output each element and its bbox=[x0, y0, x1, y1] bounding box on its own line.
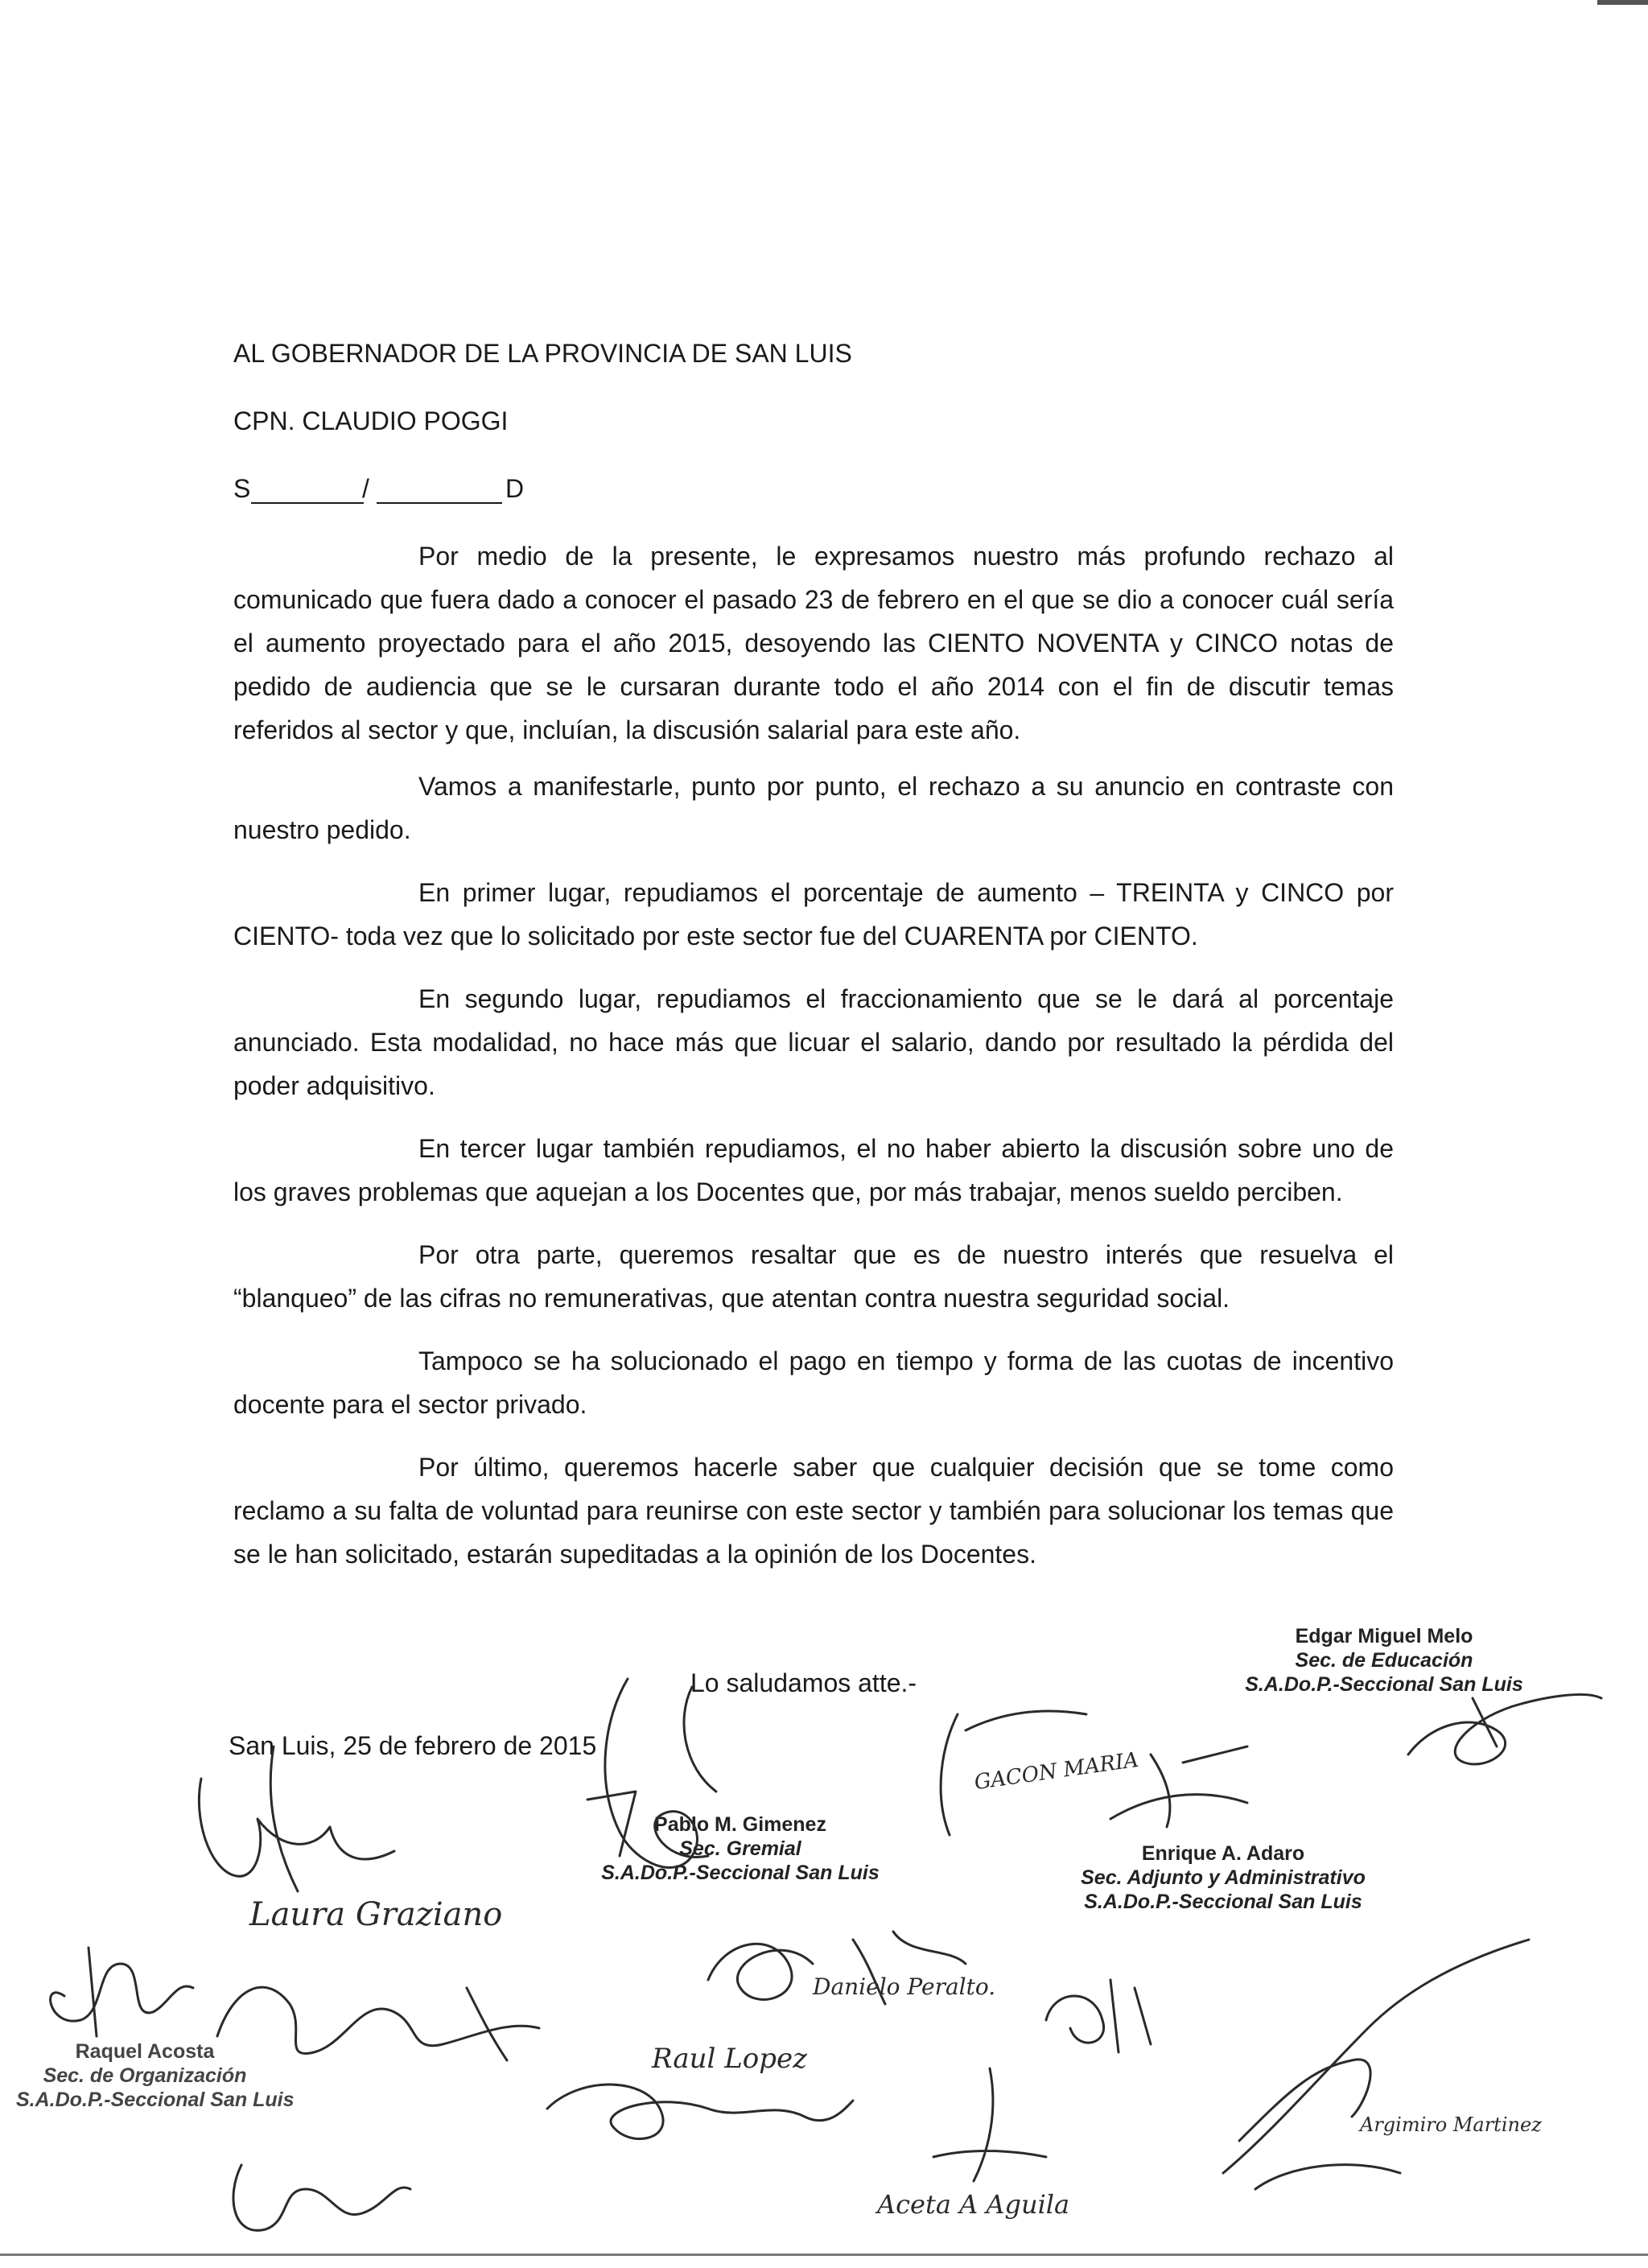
stamp-melo-role: Sec. de Educación bbox=[1295, 1649, 1473, 1672]
stamp-melo-org: S.A.Do.P.-Seccional San Luis bbox=[1245, 1673, 1523, 1696]
sd-underline-2 bbox=[377, 502, 502, 504]
handwritten-graziano: Laura Graziano bbox=[249, 1896, 503, 1933]
paragraph-2: Vamos a manifestarle, punto por punto, el rechazo a su anuncio en contraste con nuestro pedido. bbox=[233, 772, 1394, 844]
sd-line bbox=[233, 467, 539, 510]
signature-gimenez bbox=[563, 1671, 772, 1912]
sd-s: S bbox=[233, 474, 251, 503]
scan-bottom-edge bbox=[0, 2254, 1648, 2256]
stamp-gimenez-org: S.A.Do.P.-Seccional San Luis bbox=[601, 1862, 880, 1884]
signature-graziano bbox=[185, 1730, 443, 1915]
stamp-gimenez-name: Pablo M. Gimenez bbox=[654, 1813, 826, 1836]
paragraph-6: Por otra parte, queremos resaltar que es de nuestro interés que resuelva el “blanqueo” de las cifras no remunerativas, que atentan contra nuestra seguridad social. bbox=[233, 1240, 1394, 1313]
signature-bottom-left bbox=[217, 2141, 426, 2245]
signature-peralto bbox=[692, 1915, 998, 2020]
stamp-adaro-name: Enrique A. Adaro bbox=[1141, 1842, 1305, 1865]
stamp-acosta-role: Sec. de Organización bbox=[43, 2064, 247, 2087]
signature-right-large bbox=[1191, 1932, 1545, 2197]
paragraph-4: En segundo lugar, repudiamos el fraccionamiento que se le dará al porcentaje anunciado. Esta modalidad, no hace más que licuar el salario, dando por resultado la pérdida del poder adquisitivo. bbox=[233, 984, 1394, 1100]
recipient-line-2: CPN. CLAUDIO POGGI bbox=[233, 406, 509, 435]
sd-slash: / bbox=[362, 474, 369, 503]
handwritten-peralto: Danielo Peralto. bbox=[813, 1973, 996, 2000]
signature-adaro bbox=[909, 1698, 1296, 1859]
paragraph-5: En tercer lugar también repudiamos, el no haber abierto la discusión sobre uno de los graves problemas que aquejan a los Docentes que, por más trabajar, menos sueldo perciben. bbox=[233, 1134, 1394, 1206]
stamp-acosta-name: Raquel Acosta bbox=[75, 2040, 215, 2063]
place-date: San Luis, 25 de febrero de 2015 bbox=[229, 1731, 597, 1760]
stamp-adaro-role: Sec. Adjunto y Administrativo bbox=[1081, 1866, 1366, 1889]
signature-acosta bbox=[32, 1932, 225, 2052]
handwritten-gacon: GACON MARIA bbox=[972, 1747, 1140, 1796]
signature-right-center bbox=[1030, 1964, 1175, 2068]
scan-edge-mark bbox=[1597, 0, 1648, 5]
handwritten-aguila: Aceta A Aguila bbox=[877, 2189, 1070, 2220]
handwritten-lopez: Raul Lopez bbox=[652, 2043, 808, 2075]
signature-bottom-center bbox=[909, 2060, 1054, 2189]
sd-underline-1 bbox=[251, 502, 364, 504]
recipient-line-1: AL GOBERNADOR DE LA PROVINCIA DE SAN LUIS bbox=[233, 339, 852, 368]
signature-melo bbox=[1400, 1674, 1609, 1779]
signature-lopez-loop bbox=[531, 2060, 869, 2157]
paragraph-7: Tampoco se ha solucionado el pago en tiempo y forma de las cuotas de incentivo docente para el sector privado. bbox=[233, 1346, 1394, 1419]
paragraph-1: Por medio de la presente, le expresamos nuestro más profundo rechazo al comunicado que fuera dado a conocer el pasado 23 de febrero en el que se dio a conocer cuál sería el aumento proyectado para el año 2015, desoyendo las CIENTO NOVENTA y CINCO notas de pedido de audiencia que se le cursaran durante todo el año 2014 con el fin de discutir temas referidos al sector y que, incluían, la discusión salarial para este año. bbox=[233, 542, 1394, 744]
paragraph-8: Por último, queremos hacerle saber que cualquier decisión que se tome como reclamo a su falta de voluntad para reunirse con este sector y también para solucionar los temas que se le han solicitado, estarán supeditadas a la opinión de los Docentes. bbox=[233, 1453, 1394, 1569]
sd-d: D bbox=[505, 474, 525, 503]
handwritten-martinez: Argimiro Martinez bbox=[1360, 2113, 1542, 2136]
stamp-gimenez-role: Sec. Gremial bbox=[679, 1837, 801, 1860]
stamp-adaro-org: S.A.Do.P.-Seccional San Luis bbox=[1084, 1891, 1362, 1913]
stamp-acosta-org: S.A.Do.P.-Seccional San Luis bbox=[16, 2089, 295, 2111]
paragraph-3: En primer lugar, repudiamos el porcentaje de aumento – TREINTA y CINCO por CIENTO- toda vez que lo solicitado por este sector fue del CUARENTA por CIENTO. bbox=[233, 878, 1394, 950]
stamp-melo-name: Edgar Miguel Melo bbox=[1295, 1625, 1473, 1647]
closing-line: Lo saludamos atte.- bbox=[690, 1668, 917, 1697]
signature-center-left bbox=[201, 1940, 604, 2076]
